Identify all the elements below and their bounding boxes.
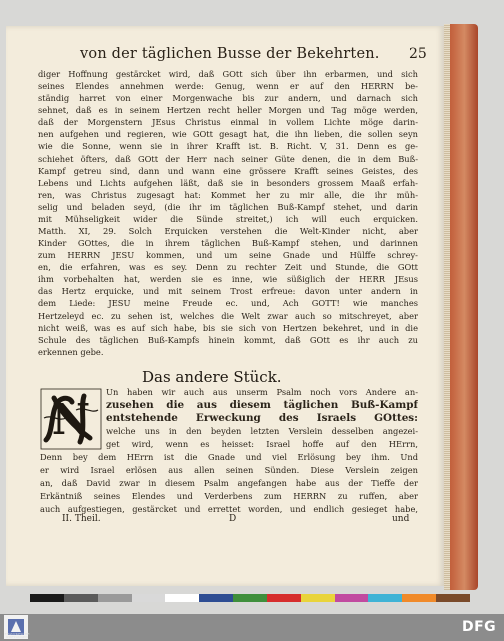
body-line: Lebens und Lichts aufgehen läßt, daß sie in besonders grossem Maaß erfah- [38,177,418,188]
body-line: en, die erfahren, was es sey. Denn zu rechter Zeit und Stunde, die GOtt [38,262,418,273]
section-paragraph [40,386,418,516]
color-patch [165,594,199,602]
body-line: wie die Sonne, wenn sie in ihrer Krafft ist. B. Richt. V, 31. Denn es ge- [38,141,418,152]
page-stack-edge [444,24,450,590]
body-line: ren, was Christus zugesagt hat: Kommet her zu mir alle, die ihr müh- [38,189,418,200]
color-patch [436,594,470,602]
color-patch [64,594,98,602]
section-line: get wird, wenn es heisset: Israel hoffe auf den HErrn, [106,439,418,449]
color-patch [402,594,436,602]
page-number: 25 [409,46,427,62]
body-line: das Hertz erquicke, und mit seinem Trost erfreue: davon unter andern in [38,286,418,297]
body-line: nen aufgehen und regieren, wie GOtt gesagt hat, die ihn lieben, die sollen seyn [38,129,418,140]
running-head: von der täglichen Busse der Bekehrten. [80,46,380,62]
body-line: ihm vorbehalten hat, werden sie es inne, wie süßiglich der HERR JEsus [38,274,418,285]
color-patch [368,594,402,602]
color-patch [132,594,166,602]
body-line: zum HERRN JESU kommen, und um seine Gnade und Hülffe schrey- [38,250,418,261]
body-line: Hertzeleyd ec. zu sehen ist, welches die Welt zwar auch so mitschreyet, aber [38,310,418,321]
body-line: Matth. XI, 29. Solch Erquicken verstehen die Welt-Kinder nicht, aber [38,226,418,237]
body-line: Kampf getreu sind, dann und wann eine grössere Krafft seines Geistes, des [38,165,418,176]
body-line: nicht weiß, was es auf sich habe, bis sie sich von Hertzen bekehret, und in die [38,322,418,333]
body-line: ständig harret von einer Morgenwache bis zur andern, und darnach sich [38,93,418,104]
body-line: schiehet öfters, daß GOtt der Herr nach seiner Güte denen, die in dem Buß- [38,153,418,164]
body-line: Kinder GOttes, die in ihrem täglichen Buß-Kampf stehen, und darinnen [38,238,418,249]
color-calibration-strip [30,594,470,602]
color-patch [335,594,369,602]
body-line: sehnet, daß es in seinem Hertzen recht heller Morgen und Tag möge werden, [38,105,418,116]
color-patch [233,594,267,602]
catchword: und [392,514,410,524]
body-paragraph [38,68,418,358]
body-line: seines Elendes annehmen werde: Genug, wenn er auf den HERRN be- [38,81,418,92]
color-patch [98,594,132,602]
body-line: Schule des täglichen Buß-Kampfs hinein kommt, daß GOtt es ihr auch zu [38,334,418,345]
section-line: auch aufgestiegen, gestärcket und errettet worden, und endlich gesieget habe, [40,504,418,514]
body-line: dem Liede: JESU meine Freude ec. und, Ach GOTT! wie manches [38,298,418,309]
body-line: daß der Morgenstern JEsus Christus einmal in vollem Lichte möge darin- [38,117,418,128]
color-patch [301,594,335,602]
body-line: mit Mühseligkeit wider die Sünde streitet,) ich will euch erquicken. [38,213,418,224]
body-line: selig und beladen seyd, (die ihr im täglichen Buß-Kampf stehet, und darin [38,201,418,212]
francke-logo-caption: FRANCKESCHE STIFTUNGEN [4,632,30,639]
section-heading: Das andere Stück. [142,368,282,386]
viewer-bottom-bar [0,614,504,641]
section-line: an, daß David zwar in diesem Psalm angefangen habe aus der Tieffe der [40,478,418,488]
section-line: entstehende Erweckung des Israels GOttes: [106,412,418,424]
signature-mark: D [229,514,237,524]
section-line: er wird Israel erlösen aus allen seinen Sünden. Diese Verslein zeigen [40,465,418,475]
volume-label: II. Theil. [62,514,101,524]
color-patch [267,594,301,602]
section-line: Denn bey dem HErrn ist die Gnade und viel Erlösung bey ihm. Und [40,452,418,462]
dfg-logo[interactable]: DFG [462,619,497,635]
section-line: Un haben wir auch aus unserm Psalm noch vors Andere an- [106,387,418,397]
drop-cap-letter: N [51,395,91,444]
body-line: diger Hoffnung gestärcket wird, daß GOtt sich über ihn erbarmen, und sich [38,69,418,79]
body-line: erkennen gebe. [38,346,104,357]
color-patch [30,594,64,602]
section-line: welche uns in den beyden letzten Verslein desselben angezei- [106,426,418,436]
section-line: Erkäntniß seines Elendes und Verderbens zum HERRN zu ruffen, aber [40,491,418,501]
section-line: zusehen die aus diesem täglichen Buß-Kampf [106,399,418,411]
color-patch [199,594,233,602]
